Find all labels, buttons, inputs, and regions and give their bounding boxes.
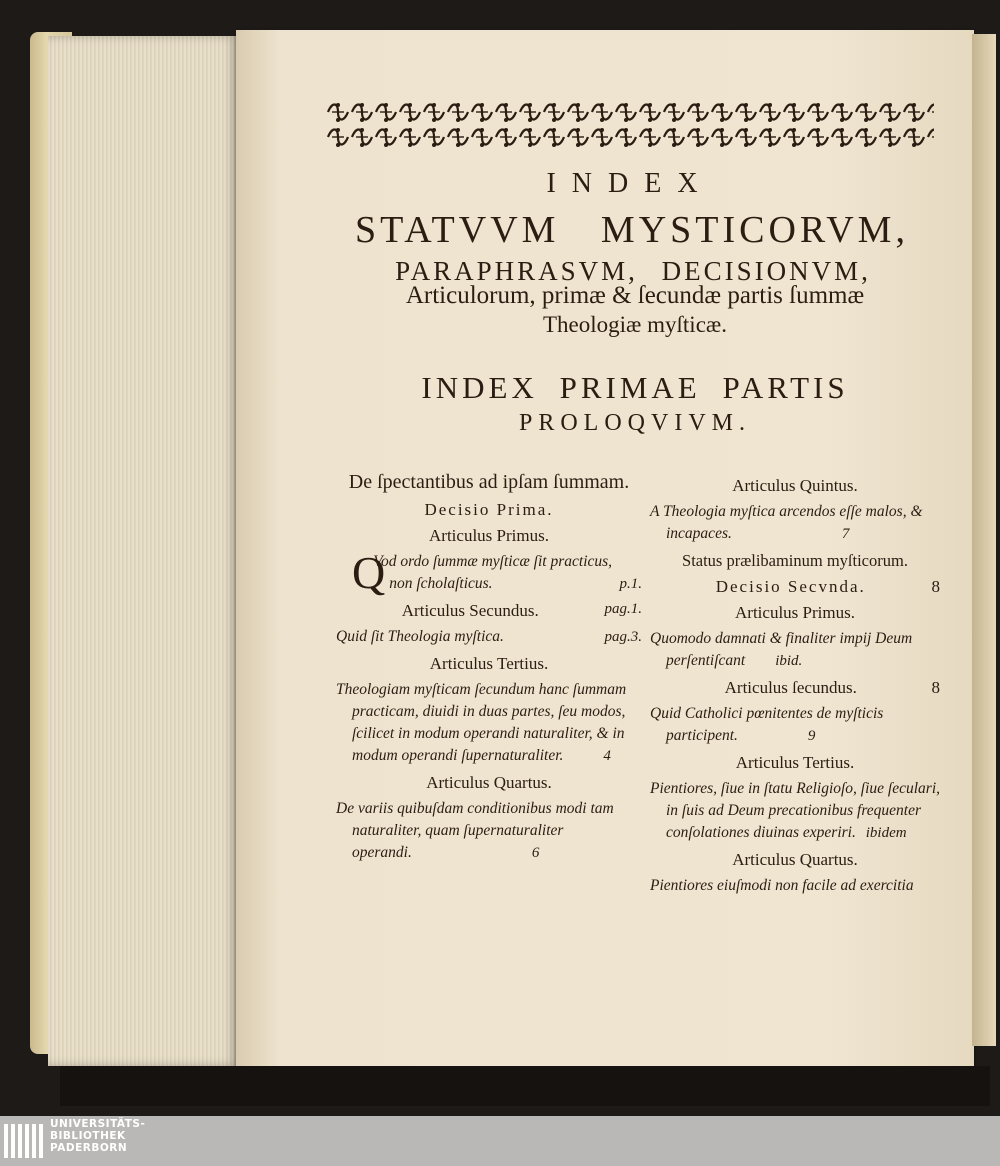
- status-heading: [650, 551, 940, 571]
- entry-text: Vod ordo ſummæ myſticæ ſit practicus, non ſcholaſticus.: [373, 553, 613, 592]
- article-heading: Articulus Primus.: [429, 526, 549, 545]
- page-reference: pag.3.: [604, 629, 642, 645]
- entry-text: Pientiores, ſiue in ſtatu Religioſo, ſiue ſeculari, in ſuis ad Deum precationibus frequenter conſolationes diuinas experiri.: [650, 780, 941, 841]
- page-reference: 6: [531, 845, 540, 861]
- article-label: Articulus Secundus.: [401, 601, 539, 620]
- article-label: Articulus ſecundus.: [724, 678, 857, 697]
- status-label: Status prælibaminum myſticorum.: [682, 551, 908, 570]
- article-heading: Articulus Quartus.: [426, 773, 552, 792]
- index-entry: [650, 501, 940, 545]
- index-primae-partis: INDEX PRIMAE PARTIS: [421, 370, 849, 405]
- decisio-heading: [650, 577, 940, 597]
- index-title: INDEX: [546, 168, 714, 199]
- entry-text: Quid ſit Theologia myſtica.: [336, 628, 504, 645]
- drop-capital: Q: [352, 547, 386, 598]
- decisio-label: Decisio Secvnda.: [715, 577, 866, 596]
- article-heading: [650, 678, 940, 698]
- page-reference: 7: [841, 526, 850, 542]
- subtitle-articulorum: Articulorum, primæ & ſecundæ partis ſummæ: [405, 282, 865, 309]
- proloquium-heading: PROLOQVIVM.: [518, 410, 751, 436]
- library-name-line2: BIBLIOTHEK: [50, 1130, 126, 1142]
- library-logo-icon: [4, 1120, 48, 1162]
- entry-text: Quid Catholici pœnitentes de myſticis participent.: [650, 705, 884, 744]
- index-entry: [336, 626, 642, 648]
- left-column: [336, 470, 642, 864]
- article-heading: Articulus Primus.: [735, 603, 855, 622]
- article-heading: Articulus Quartus.: [732, 850, 858, 869]
- main-title-line: STATVVM MYSTICORVM,: [355, 209, 909, 251]
- right-column: [650, 470, 940, 897]
- index-entry: [336, 547, 642, 598]
- index-entry: [650, 628, 940, 672]
- page-reference: ibid.: [775, 653, 803, 669]
- section-heading: De ſpectantibus ad ipſam ſummam.: [348, 471, 630, 493]
- page-reference: 9: [807, 728, 816, 744]
- library-name-line3: PADERBORN: [50, 1142, 128, 1154]
- entry-text: De variis quibuſdam conditionibus modi tam naturaliter, quam ſupernaturaliter operandi.: [336, 800, 614, 861]
- book-shadow: [60, 1066, 990, 1106]
- index-entry: [336, 679, 642, 767]
- page-reference: pag.1.: [604, 601, 642, 617]
- page-reference: 4: [603, 748, 611, 764]
- page-reference: 8: [931, 678, 940, 697]
- decorative-ornament-band: [326, 100, 934, 150]
- entry-text: Pientiores eiuſmodi non facile ad exercitia: [650, 877, 914, 894]
- subtitle-theologiae: Theologiæ myſticæ.: [543, 312, 727, 337]
- article-heading: Articulus Quintus.: [732, 476, 858, 495]
- article-heading: Articulus Tertius.: [735, 753, 855, 772]
- page-reference: p.1.: [619, 576, 642, 592]
- library-name: [50, 1118, 145, 1154]
- page-reference: ibidem: [865, 825, 907, 841]
- index-entry: [650, 703, 940, 747]
- index-entry: [650, 875, 940, 897]
- library-footer-bar: [0, 1116, 1000, 1166]
- article-heading: [336, 601, 642, 621]
- entry-text: Theologiam myſticam ſecundum hanc ſummam practicam, diuidi in duas partes, ſeu modos, ſcilicet in modum operandi naturaliter, & in modum operandi ſupernaturaliter.: [336, 681, 627, 764]
- page-stack: [48, 36, 238, 1066]
- entry-text: Quomodo damnati & finaliter impij Deum perſentiſcant: [650, 630, 913, 669]
- page-reference: 8: [931, 577, 940, 596]
- index-entry: [336, 798, 642, 864]
- facing-page-edge: [972, 34, 996, 1046]
- subtitle-line: PARAPHRASVM, DECISIONVM,: [395, 256, 871, 286]
- article-heading: Articulus Tertius.: [429, 654, 549, 673]
- index-entry: [650, 778, 940, 844]
- decisio-heading: Decisio Prima.: [424, 500, 554, 519]
- library-name-line1: UNIVERSITÄTS-: [50, 1118, 146, 1130]
- entry-text: A Theologia myſtica arcendos eſſe malos, & incapaces.: [650, 503, 923, 542]
